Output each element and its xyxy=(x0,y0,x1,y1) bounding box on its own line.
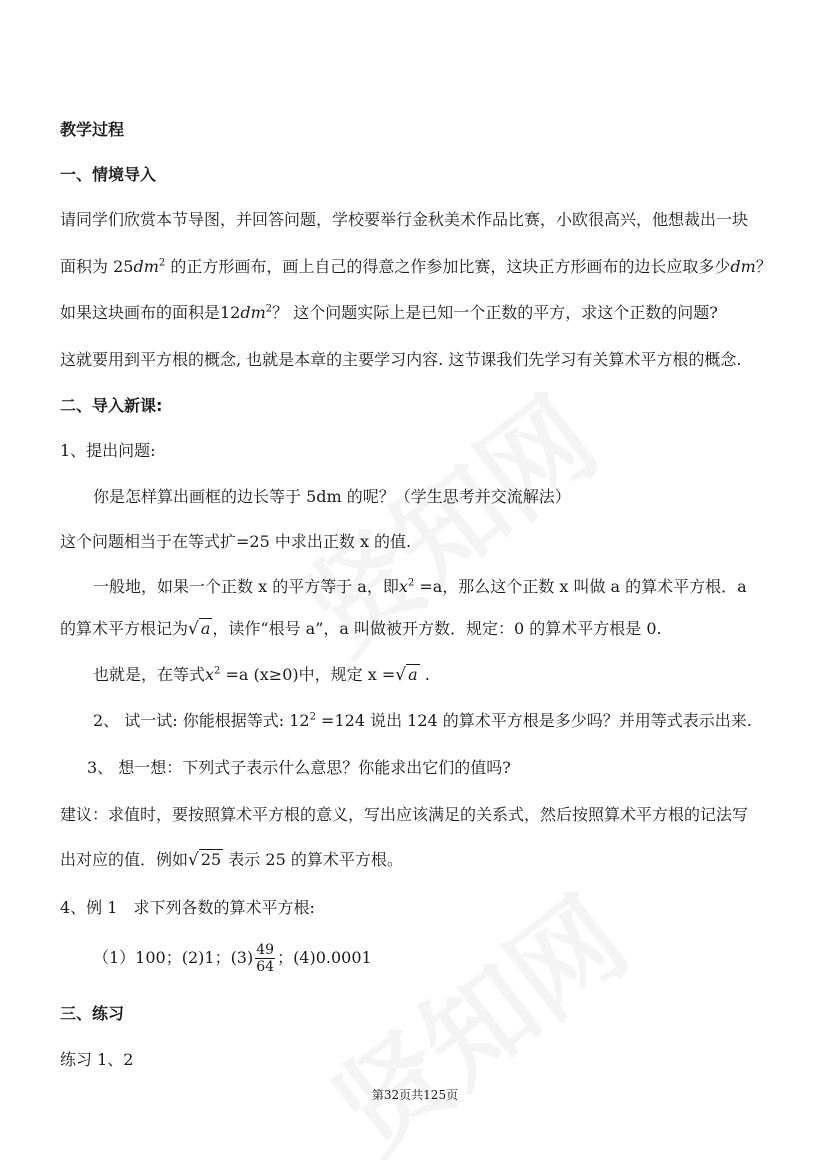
practice-line: 练习 1、2 xyxy=(60,1050,134,1069)
p2-unit-2: dm xyxy=(730,257,756,276)
also-line xyxy=(93,664,430,686)
paragraph-2 xyxy=(60,256,772,278)
sqrt-25-radicand: 25 xyxy=(200,850,222,869)
p2-text-c: ？ xyxy=(755,257,772,276)
p3-text-a: 如果这块画布的面积是12 xyxy=(60,303,241,322)
def-var-x: x xyxy=(398,577,408,596)
paragraph-4: 这就要用到平方根的概念, 也就是本章的主要学习内容. 这节课我们先学习有关算术平方根的概念. xyxy=(60,350,742,369)
example-line xyxy=(93,940,372,976)
item-4: 4、例 1 求下列各数的算术平方根: xyxy=(60,898,315,917)
def-text-b: =a，那么这个正数 x 叫做 a 的算术平方根．a xyxy=(414,577,747,596)
also-text-b: =a (x≥0)中，规定 x = xyxy=(220,665,396,684)
item-2 xyxy=(93,710,752,732)
item-1: 1、提出问题: xyxy=(60,441,156,460)
sqrt-a-radicand: a xyxy=(200,619,211,638)
item2-exponent: 2 xyxy=(309,711,316,723)
sugg2-text-a: 出对应的值．例如 xyxy=(60,850,189,869)
ex-text-b: ；(4)0.0001 xyxy=(277,948,372,967)
section3-heading: 三、练习 xyxy=(60,1004,125,1023)
item2-text-a: 2、 试一试: 你能根据等式: 12 xyxy=(93,711,310,730)
sqrt-a-2-radicand: a xyxy=(408,665,418,684)
paragraph-1: 请同学们欣赏本节导图，并回答问题，学校要举行金秋美术作品比赛，小欧很高兴，他想裁出一块 xyxy=(60,210,749,229)
def2-text-b: ，读作“根号 a”，a 叫做被开方数．规定：0 的算术平方根是 0. xyxy=(212,619,662,638)
watermark-text-2 xyxy=(296,855,653,1160)
def-text-a: 一般地，如果一个正数 x 的平方等于 a，即 xyxy=(93,577,399,596)
p3-exponent: 2 xyxy=(265,303,273,315)
def-exponent: 2 xyxy=(407,577,415,589)
question-2: 这个问题相当于在等式扩=25 中求出正数 x 的值. xyxy=(60,532,412,551)
section1-heading: 一、情境导入 xyxy=(60,165,157,184)
p2-unit: dm xyxy=(133,257,159,276)
p2-text-b: 的正方形画布，画上自己的得意之作参加比赛，这块正方形画布的边长应取多少 xyxy=(165,257,731,276)
suggestion-line-2 xyxy=(60,849,403,871)
sqrt-25: √ 25 xyxy=(188,850,222,870)
definition-line-1 xyxy=(93,576,747,598)
ex-text-a: （1）100；(2)1；(3) xyxy=(93,948,254,967)
doc-title: 教学过程 xyxy=(60,120,125,139)
def2-text-a: 的算术平方根记为 xyxy=(60,619,189,638)
sqrt-a: √ a xyxy=(188,619,211,639)
p2-text-a: 面积为 25 xyxy=(60,257,134,276)
item-3: 3、 想一想：下列式子表示什么意思？你能求出它们的值吗? xyxy=(87,758,511,777)
p3-unit: dm xyxy=(240,303,266,322)
definition-line-2 xyxy=(60,618,662,640)
paragraph-3 xyxy=(60,302,718,324)
fraction-49-64 xyxy=(255,942,275,975)
question-1: 你是怎样算出画框的边长等于 5dm 的呢？（学生思考并交流解法） xyxy=(93,487,571,506)
also-text-a: 也就是，在等式 xyxy=(93,665,206,684)
page-footer: 第32页共125页 xyxy=(371,1088,459,1102)
p2-exponent: 2 xyxy=(158,257,166,269)
fraction-numerator: 49 xyxy=(256,942,275,958)
also-var-x: x xyxy=(205,665,215,684)
also-text-c: . xyxy=(419,665,430,684)
sugg2-text-b: 表示 25 的算术平方根。 xyxy=(223,850,403,869)
suggestion: 建议：求值时，要按照算术平方根的意义，写出应该满足的关系式，然后按照算术平方根的记法写 xyxy=(60,805,749,824)
also-exponent: 2 xyxy=(214,665,221,677)
fraction-denominator: 64 xyxy=(256,959,275,975)
section2-heading: 二、导入新课: xyxy=(60,396,163,415)
item2-text-b: =124 说出 124 的算术平方根是多少吗？并用等式表示出来. xyxy=(315,711,752,730)
sqrt-a-2: √ a xyxy=(395,665,418,685)
p3-text-b: ？ 这个问题实际上是已知一个正数的平方，求这个正数的问题? xyxy=(272,303,718,322)
